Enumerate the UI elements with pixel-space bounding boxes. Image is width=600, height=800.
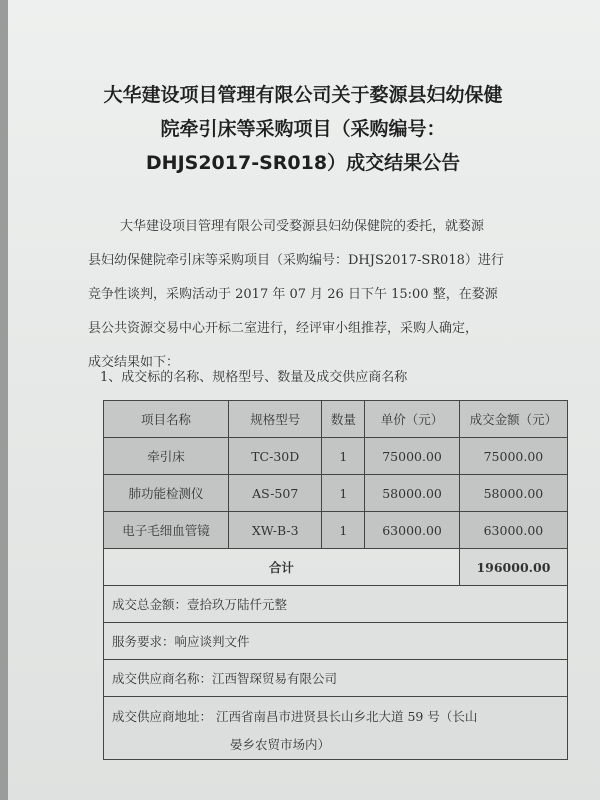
results-table — [103, 400, 568, 760]
cell-amount: 75000.00 — [459, 438, 567, 475]
supplier-address-line-1: 成交供应商地址： 江西省南昌市进贤县长山乡北大道 59 号（长山 — [112, 709, 478, 724]
header-quantity: 数量 — [322, 401, 365, 438]
intro-line-2: 县妇幼保健院牵引床等采购项目（采购编号：DHJS2017-SR018）进行 — [88, 253, 504, 268]
cell-item-name: 肺功能检测仪 — [104, 475, 229, 512]
total-in-words: 成交总金额：壹拾玖万陆仟元整 — [104, 586, 568, 623]
title-line-3: DHJS2017-SR018）成交结果公告 — [145, 152, 461, 174]
header-item-name: 项目名称 — [104, 401, 229, 438]
total-amount: 196000.00 — [459, 549, 567, 586]
supplier-name-row — [104, 660, 568, 697]
total-label: 合计 — [104, 549, 460, 586]
supplier-address-line-2: 晏乡农贸市场内） — [230, 737, 331, 752]
header-model: 规格型号 — [229, 401, 322, 438]
table-row — [104, 475, 568, 512]
intro-line-5: 成交结果如下： — [88, 355, 180, 370]
cell-item-name: 牵引床 — [104, 438, 229, 475]
cell-unit-price: 75000.00 — [365, 438, 460, 475]
service-requirement-row — [104, 623, 568, 660]
announcement-title — [38, 78, 568, 180]
cell-unit-price: 63000.00 — [365, 512, 460, 549]
cell-amount: 58000.00 — [459, 475, 567, 512]
cell-model: XW-B-3 — [229, 512, 322, 549]
title-line-1: 大华建设项目管理有限公司关于婺源县妇幼保健 — [103, 84, 503, 106]
intro-line-3: 竞争性谈判，采购活动于 2017 年 07 月 26 日下午 15:00 整，在婺源 — [88, 287, 498, 302]
service-requirement: 服务要求：响应谈判文件 — [104, 623, 568, 660]
header-amount: 成交金额（元） — [459, 401, 567, 438]
table-header-row — [104, 401, 568, 438]
table-row — [104, 438, 568, 475]
table-row — [104, 512, 568, 549]
cell-quantity: 1 — [322, 475, 365, 512]
cell-item-name: 电子毛细血管镜 — [104, 512, 229, 549]
cell-model: AS-507 — [229, 475, 322, 512]
total-row — [104, 549, 568, 586]
cell-quantity: 1 — [322, 438, 365, 475]
intro-paragraph — [88, 210, 564, 380]
document-page — [8, 0, 600, 800]
cell-quantity: 1 — [322, 512, 365, 549]
section-heading: 1、成交标的名称、规格型号、数量及成交供应商名称 — [100, 370, 408, 385]
title-line-2: 院牵引床等采购项目（采购编号： — [160, 118, 446, 140]
supplier-address — [104, 697, 568, 760]
intro-line-4: 县公共资源交易中心开标二室进行，经评审小组推荐，采购人确定， — [88, 321, 479, 336]
total-in-words-row — [104, 586, 568, 623]
supplier-name: 成交供应商名称：江西智琛贸易有限公司 — [104, 660, 568, 697]
intro-line-1: 大华建设项目管理有限公司受婺源县妇幼保健院的委托，就婺源 — [120, 219, 485, 234]
supplier-address-row — [104, 697, 568, 760]
cell-model: TC-30D — [229, 438, 322, 475]
cell-unit-price: 58000.00 — [365, 475, 460, 512]
header-unit-price: 单价（元） — [365, 401, 460, 438]
cell-amount: 63000.00 — [459, 512, 567, 549]
